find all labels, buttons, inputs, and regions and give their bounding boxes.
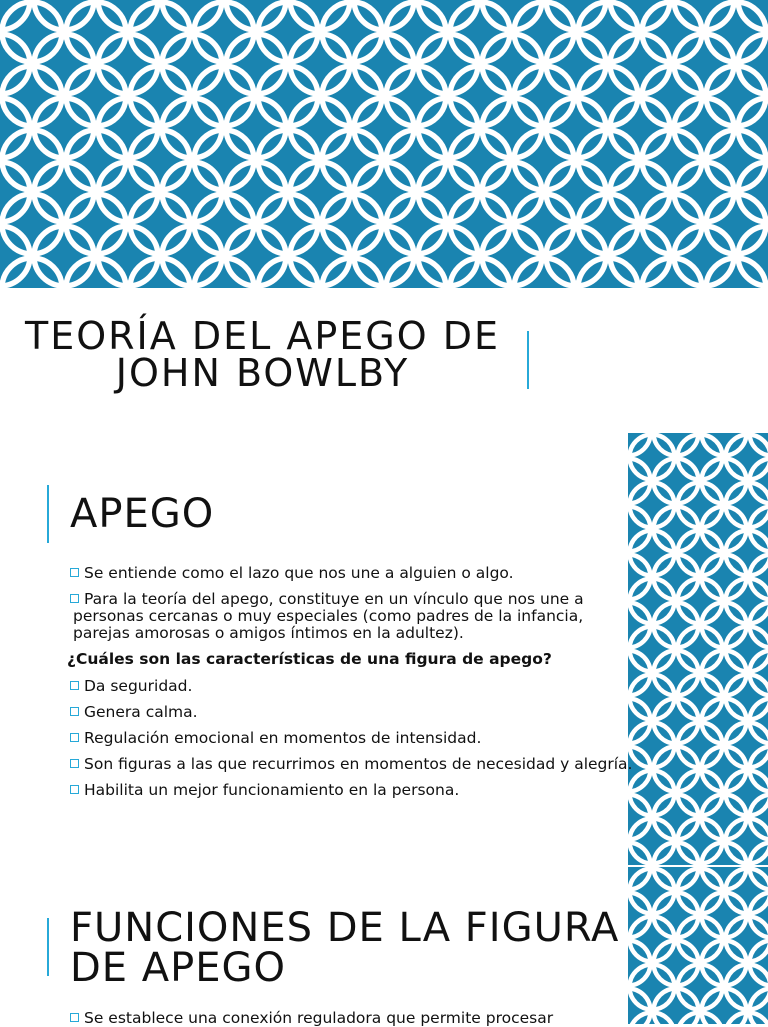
bullet-text: Para la teoría del apego, constituye en un vínculo que nos une a personas cercanas o muy especiales (como padres de la infancia, parejas amorosas o amigos íntimos en la adultez).: [73, 590, 584, 642]
decorative-pattern-side-2: [628, 867, 768, 1024]
bullet-item: [67, 591, 633, 642]
bullet-item: [67, 782, 633, 799]
funciones-content: [67, 1010, 639, 1027]
bullet-text: Habilita un mejor funcionamiento en la persona.: [84, 781, 460, 799]
apego-content: [67, 565, 633, 808]
title-accent-bar: [527, 331, 529, 389]
bullet-item: [67, 704, 633, 721]
decorative-pattern-side: [628, 433, 768, 865]
bullet-item: [67, 565, 633, 582]
bullet-text: Son figuras a las que recurrimos en momentos de necesidad y alegría.: [84, 755, 633, 773]
checkbox-bullet-icon: [70, 681, 79, 690]
checkbox-bullet-icon: [70, 1013, 79, 1022]
bullet-item: [67, 678, 633, 695]
heading-line1: FUNCIONES DE LA FIGURA: [70, 905, 620, 951]
checkbox-bullet-icon: [70, 568, 79, 577]
slide-title-line1: TEORÍA DEL APEGO DE: [25, 314, 500, 358]
section-heading-funciones: [70, 905, 630, 991]
bullet-text: Genera calma.: [84, 703, 198, 721]
checkbox-bullet-icon: [70, 785, 79, 794]
decorative-pattern-header: [0, 0, 768, 288]
heading-accent-bar: [47, 485, 49, 543]
bullet-text: Da seguridad.: [84, 677, 193, 695]
bullet-text: Se establece una conexión reguladora que permite procesar: [84, 1009, 554, 1027]
slide-title: [10, 314, 515, 395]
checkbox-bullet-icon: [70, 707, 79, 716]
section-heading-apego: APEGO: [70, 491, 215, 537]
bullet-item: [67, 730, 633, 747]
characteristics-question: ¿Cuáles son las características de una figura de apego?: [67, 650, 552, 668]
checkbox-bullet-icon: [70, 733, 79, 742]
bullet-text: Regulación emocional en momentos de intensidad.: [84, 729, 482, 747]
slide-title-line2: JOHN BOWLBY: [115, 351, 410, 395]
heading-accent-bar-2: [47, 918, 49, 976]
bullet-text: Se entiende como el lazo que nos une a alguien o algo.: [84, 564, 514, 582]
heading-line2: DE APEGO: [70, 945, 287, 991]
bullet-item: [67, 756, 633, 773]
checkbox-bullet-icon: [70, 759, 79, 768]
checkbox-bullet-icon: [70, 594, 79, 603]
